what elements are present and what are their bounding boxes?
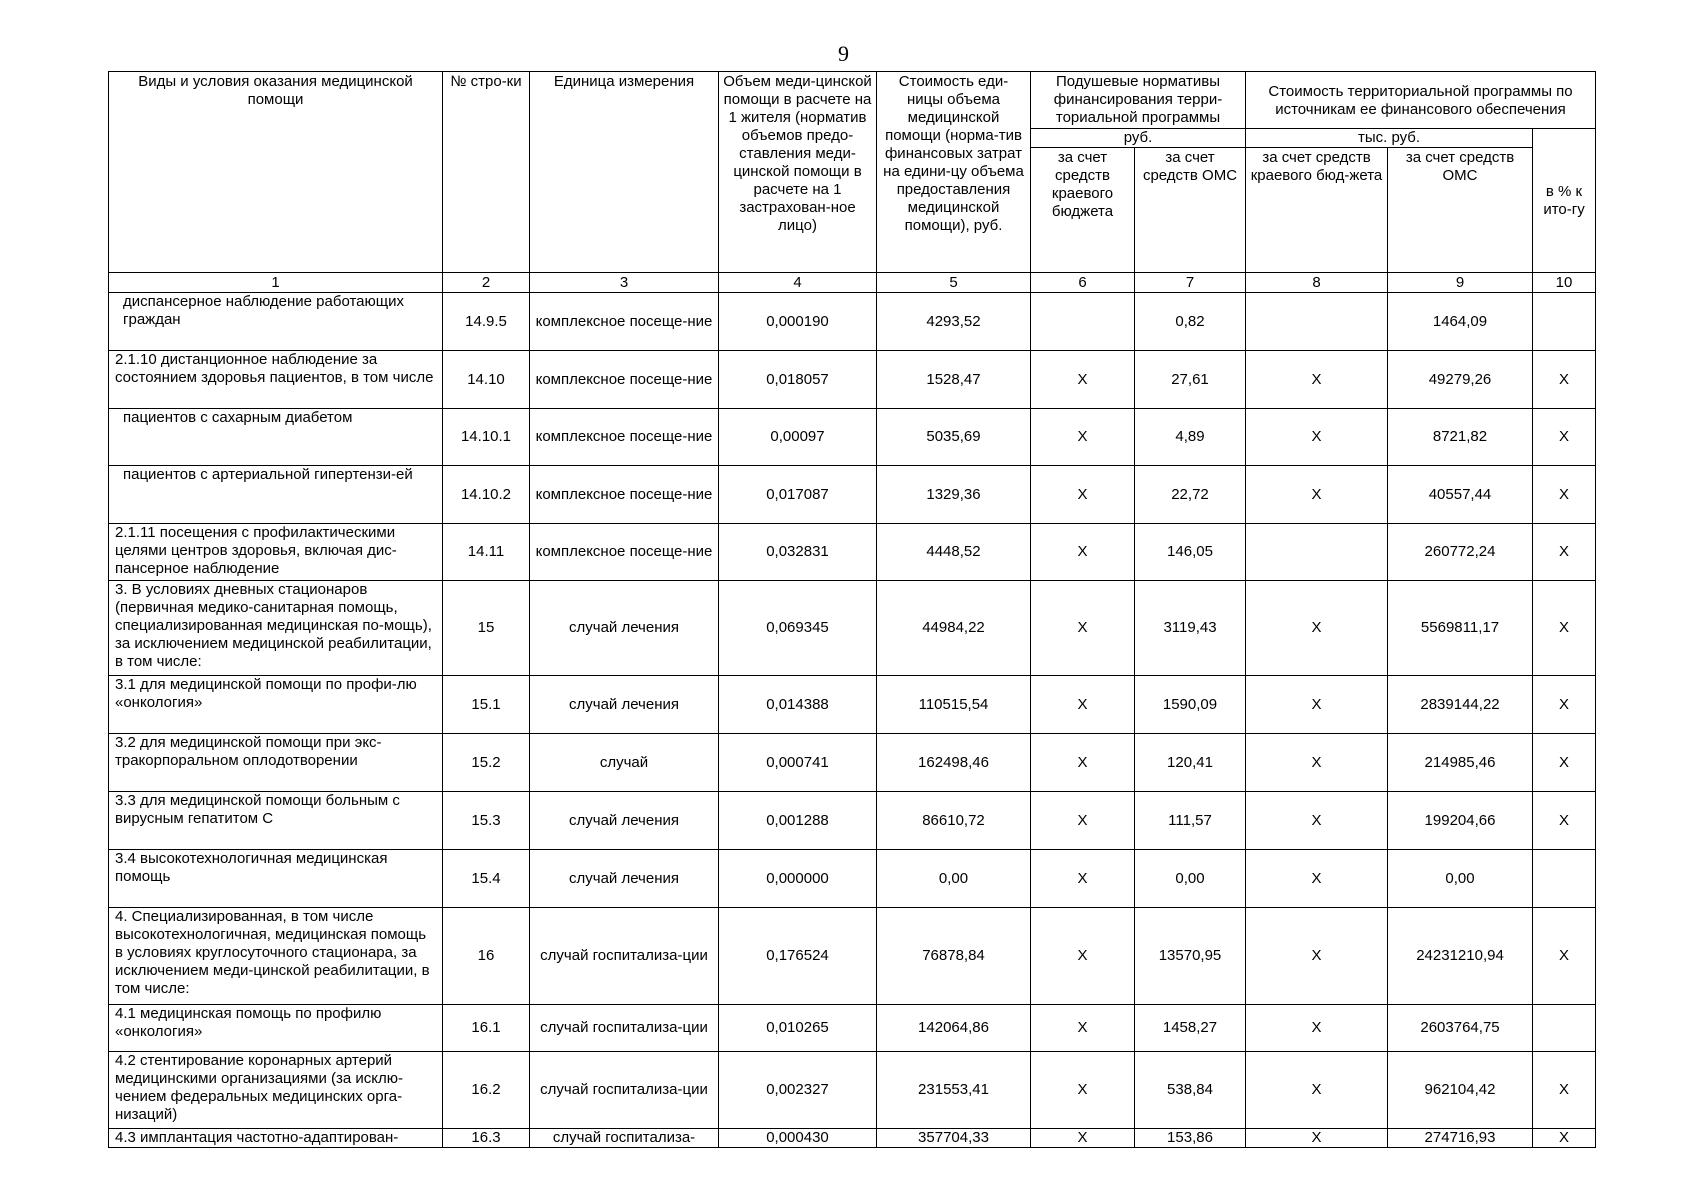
row-number: 16.2 [443, 1052, 530, 1129]
table-row [109, 850, 1596, 908]
header-per-capita-norms: Подушевые нормативы финансирования терри-ториальной программы [1031, 72, 1246, 129]
table-row [109, 792, 1596, 850]
row-oms-norm: 3119,43 [1135, 581, 1246, 676]
row-number: 15.4 [443, 850, 530, 908]
row-oms-norm: 0,82 [1135, 293, 1246, 351]
row-percent: X [1533, 792, 1596, 850]
row-percent [1533, 1005, 1596, 1052]
row-unit: случай госпитализа-ции [530, 1005, 719, 1052]
page-number: 9 [838, 41, 849, 66]
row-regional-cost: X [1246, 1005, 1388, 1052]
row-regional-cost: X [1246, 581, 1388, 676]
row-oms-norm: 538,84 [1135, 1052, 1246, 1129]
row-care-type: 3.4 высокотехнологичная медицинская помощь [109, 850, 443, 908]
row-percent [1533, 850, 1596, 908]
row-unit: случай госпитализа- [530, 1129, 719, 1148]
row-oms-cost: 2603764,75 [1388, 1005, 1533, 1052]
header-unit: Единица измерения [530, 72, 719, 273]
row-care-type: 4. Специализированная, в том числе высокотехнологичная, медицинская помощь в условиях круглосуточного стационара, за исключением меди-цинской реабилитации, в том числе: [109, 908, 443, 1005]
row-oms-cost: 260772,24 [1388, 524, 1533, 581]
row-oms-cost: 962104,42 [1388, 1052, 1533, 1129]
table-row [109, 1129, 1596, 1148]
row-volume: 0,176524 [719, 908, 877, 1005]
row-oms-cost: 40557,44 [1388, 466, 1533, 524]
row-number: 15.3 [443, 792, 530, 850]
row-number: 14.9.5 [443, 293, 530, 351]
column-number: 7 [1135, 273, 1246, 293]
header-row-number: № стро-ки [443, 72, 530, 273]
column-number: 3 [530, 273, 719, 293]
program-cost-table [108, 71, 1596, 1148]
header-unit-thous-rub: тыс. руб. [1246, 129, 1533, 148]
row-oms-norm: 27,61 [1135, 351, 1246, 409]
row-percent: X [1533, 1052, 1596, 1129]
row-percent: X [1533, 581, 1596, 676]
table-row [109, 1005, 1596, 1052]
row-unit: комплексное посеще-ние [530, 524, 719, 581]
row-oms-cost: 24231210,94 [1388, 908, 1533, 1005]
table-row [109, 581, 1596, 676]
row-regional-cost: X [1246, 409, 1388, 466]
row-care-type: пациентов с артериальной гипертензи-ей [109, 466, 443, 524]
row-care-type: 3. В условиях дневных стационаров (первичная медико-санитарная помощь, специализированная медицинская по-мощь), за исключением медицинской реабилитации, в том числе: [109, 581, 443, 676]
row-oms-cost: 199204,66 [1388, 792, 1533, 850]
row-number: 15.2 [443, 734, 530, 792]
table-row [109, 676, 1596, 734]
row-oms-cost: 2839144,22 [1388, 676, 1533, 734]
row-oms-norm: 111,57 [1135, 792, 1246, 850]
row-oms-norm: 153,86 [1135, 1129, 1246, 1148]
row-unit: комплексное посеще-ние [530, 466, 719, 524]
column-number: 5 [877, 273, 1031, 293]
row-volume: 0,000190 [719, 293, 877, 351]
row-volume: 0,000741 [719, 734, 877, 792]
row-unit: комплексное посеще-ние [530, 293, 719, 351]
row-regional-norm: X [1031, 409, 1135, 466]
row-volume: 0,000430 [719, 1129, 877, 1148]
row-unit-cost: 1329,36 [877, 466, 1031, 524]
row-oms-norm: 0,00 [1135, 850, 1246, 908]
row-regional-cost [1246, 524, 1388, 581]
row-unit-cost: 357704,33 [877, 1129, 1031, 1148]
row-regional-norm: X [1031, 908, 1135, 1005]
header-regional-budget-cost: за счет средств краевого бюд-жета [1246, 148, 1388, 273]
row-unit-cost: 86610,72 [877, 792, 1031, 850]
row-regional-cost: X [1246, 1052, 1388, 1129]
row-regional-cost: X [1246, 351, 1388, 409]
row-number: 16 [443, 908, 530, 1005]
row-unit: случай лечения [530, 676, 719, 734]
row-care-type: 3.2 для медицинской помощи при экс-тракорпоральном оплодотворении [109, 734, 443, 792]
row-number: 14.10.2 [443, 466, 530, 524]
row-regional-cost: X [1246, 676, 1388, 734]
table-row [109, 524, 1596, 581]
header-care-type: Виды и условия оказания медицинской помощи [109, 72, 443, 273]
row-unit: случай госпитализа-ции [530, 908, 719, 1005]
row-oms-norm: 146,05 [1135, 524, 1246, 581]
row-regional-norm: X [1031, 1129, 1135, 1148]
row-unit: случай лечения [530, 850, 719, 908]
table-row [109, 1052, 1596, 1129]
row-percent: X [1533, 1129, 1596, 1148]
row-unit-cost: 76878,84 [877, 908, 1031, 1005]
row-number: 14.10 [443, 351, 530, 409]
row-regional-cost [1246, 293, 1388, 351]
header-unit-cost: Стоимость еди-ницы объема медицинской помощи (норма-тив финансовых затрат на едини-цу объема предоставления медицинской помощи), руб. [877, 72, 1031, 273]
row-unit-cost: 4293,52 [877, 293, 1031, 351]
row-care-type: 2.1.10 дистанционное наблюдение за состоянием здоровья пациентов, в том числе [109, 351, 443, 409]
row-regional-cost: X [1246, 850, 1388, 908]
row-volume: 0,032831 [719, 524, 877, 581]
row-regional-norm: X [1031, 1005, 1135, 1052]
row-regional-norm: X [1031, 850, 1135, 908]
column-number: 1 [109, 273, 443, 293]
header-program-cost: Стоимость территориальной программы по источникам ее финансового обеспечения [1246, 72, 1596, 129]
column-number: 9 [1388, 273, 1533, 293]
row-volume: 0,014388 [719, 676, 877, 734]
table-row [109, 409, 1596, 466]
row-regional-norm: X [1031, 734, 1135, 792]
row-percent: X [1533, 466, 1596, 524]
header-regional-budget-norm: за счет средств краевого бюджета [1031, 148, 1135, 273]
row-volume: 0,00097 [719, 409, 877, 466]
row-care-type: 3.3 для медицинской помощи больным с вирусным гепатитом С [109, 792, 443, 850]
row-care-type: 4.1 медицинская помощь по профилю «онкология» [109, 1005, 443, 1052]
row-oms-norm: 22,72 [1135, 466, 1246, 524]
row-regional-norm: X [1031, 466, 1135, 524]
row-care-type: 4.2 стентирование коронарных артерий медицинскими организациями (за исклю-чением федеральных медицинских орга-низаций) [109, 1052, 443, 1129]
row-unit-cost: 162498,46 [877, 734, 1031, 792]
row-oms-cost: 0,00 [1388, 850, 1533, 908]
row-number: 14.10.1 [443, 409, 530, 466]
column-number: 8 [1246, 273, 1388, 293]
row-oms-norm: 1590,09 [1135, 676, 1246, 734]
row-volume: 0,069345 [719, 581, 877, 676]
header-volume: Объем меди-цинской помощи в расчете на 1 жителя (норматив объемов предо-ставления меди-цинской помощи в расчете на 1 застрахован-ное лицо) [719, 72, 877, 273]
header-percent-of-total: в % к ито-гу [1533, 129, 1596, 273]
row-percent [1533, 293, 1596, 351]
row-regional-norm: X [1031, 792, 1135, 850]
header-oms-cost: за счет средств ОМС [1388, 148, 1533, 273]
column-number: 2 [443, 273, 530, 293]
column-number: 4 [719, 273, 877, 293]
row-unit: случай лечения [530, 792, 719, 850]
row-oms-cost: 274716,93 [1388, 1129, 1533, 1148]
row-percent: X [1533, 351, 1596, 409]
row-regional-norm: X [1031, 524, 1135, 581]
row-volume: 0,001288 [719, 792, 877, 850]
row-percent: X [1533, 908, 1596, 1005]
row-oms-cost: 49279,26 [1388, 351, 1533, 409]
row-care-type: пациентов с сахарным диабетом [109, 409, 443, 466]
row-unit-cost: 4448,52 [877, 524, 1031, 581]
column-number: 10 [1533, 273, 1596, 293]
row-unit-cost: 44984,22 [877, 581, 1031, 676]
row-volume: 0,017087 [719, 466, 877, 524]
row-unit: случай госпитализа-ции [530, 1052, 719, 1129]
row-regional-cost: X [1246, 466, 1388, 524]
row-number: 16.1 [443, 1005, 530, 1052]
row-percent: X [1533, 524, 1596, 581]
row-care-type: диспансерное наблюдение работающих граждан [109, 293, 443, 351]
row-regional-norm [1031, 293, 1135, 351]
row-volume: 0,010265 [719, 1005, 877, 1052]
row-unit-cost: 231553,41 [877, 1052, 1031, 1129]
row-unit-cost: 0,00 [877, 850, 1031, 908]
row-percent: X [1533, 676, 1596, 734]
table-row [109, 351, 1596, 409]
row-volume: 0,000000 [719, 850, 877, 908]
row-care-type: 4.3 имплантация частотно-адаптирован- [109, 1129, 443, 1148]
row-oms-cost: 5569811,17 [1388, 581, 1533, 676]
row-unit-cost: 5035,69 [877, 409, 1031, 466]
table-row [109, 466, 1596, 524]
row-number: 15.1 [443, 676, 530, 734]
table-row [109, 293, 1596, 351]
row-unit-cost: 1528,47 [877, 351, 1031, 409]
row-oms-norm: 120,41 [1135, 734, 1246, 792]
table-row [109, 908, 1596, 1005]
row-unit: случай [530, 734, 719, 792]
row-oms-cost: 8721,82 [1388, 409, 1533, 466]
row-oms-norm: 1458,27 [1135, 1005, 1246, 1052]
header-oms-norm: за счет средств ОМС [1135, 148, 1246, 273]
row-regional-norm: X [1031, 1052, 1135, 1129]
row-volume: 0,018057 [719, 351, 877, 409]
row-care-type: 2.1.11 посещения с профилактическими целями центров здоровья, включая дис-пансерное наблюдение [109, 524, 443, 581]
row-oms-norm: 13570,95 [1135, 908, 1246, 1005]
row-unit-cost: 110515,54 [877, 676, 1031, 734]
row-unit-cost: 142064,86 [877, 1005, 1031, 1052]
row-volume: 0,002327 [719, 1052, 877, 1129]
row-percent: X [1533, 734, 1596, 792]
row-percent: X [1533, 409, 1596, 466]
row-number: 16.3 [443, 1129, 530, 1148]
row-unit: случай лечения [530, 581, 719, 676]
table-row [109, 734, 1596, 792]
row-oms-cost: 1464,09 [1388, 293, 1533, 351]
header-unit-rub: руб. [1031, 129, 1246, 148]
row-regional-cost: X [1246, 734, 1388, 792]
row-regional-norm: X [1031, 351, 1135, 409]
row-regional-norm: X [1031, 676, 1135, 734]
row-unit: комплексное посеще-ние [530, 409, 719, 466]
row-regional-cost: X [1246, 1129, 1388, 1148]
row-oms-cost: 214985,46 [1388, 734, 1533, 792]
row-care-type: 3.1 для медицинской помощи по профи-лю «онкология» [109, 676, 443, 734]
row-regional-cost: X [1246, 792, 1388, 850]
row-oms-norm: 4,89 [1135, 409, 1246, 466]
column-number: 6 [1031, 273, 1135, 293]
row-regional-cost: X [1246, 908, 1388, 1005]
row-number: 14.11 [443, 524, 530, 581]
row-unit: комплексное посеще-ние [530, 351, 719, 409]
row-number: 15 [443, 581, 530, 676]
row-regional-norm: X [1031, 581, 1135, 676]
